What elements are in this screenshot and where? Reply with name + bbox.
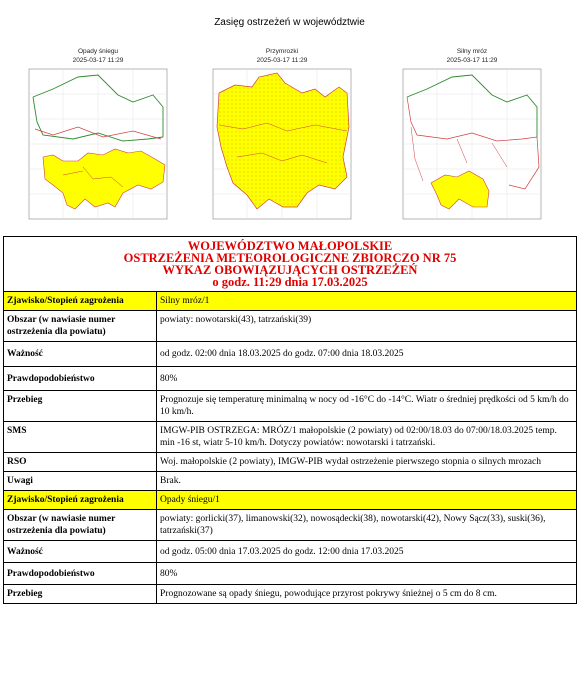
table-row: [4, 342, 577, 367]
table-row: [4, 541, 577, 563]
row-value: od godz. 02:00 dnia 18.03.2025 do godz. 07:00 dnia 18.03.2025: [157, 342, 577, 367]
map-severe-frost: [397, 47, 547, 232]
row-label: Ważność: [4, 342, 157, 367]
row-label: Przebieg: [4, 391, 157, 422]
table-row: [4, 453, 577, 472]
row-label: Prawdopodobieństwo: [4, 563, 157, 585]
table-row: [4, 391, 577, 422]
row-label: Ważność: [4, 541, 157, 563]
row-label: Obszar (w nawiasie numer ostrzeżenia dla powiatu): [4, 510, 157, 541]
map-title: Przymrozki: [265, 48, 299, 55]
table-header: [4, 237, 577, 292]
map-timestamp: 2025-03-17 11:29: [72, 57, 124, 64]
row-label: Uwagi: [4, 472, 157, 491]
table-row: [4, 563, 577, 585]
table-row: [4, 292, 577, 311]
table-row: [4, 367, 577, 391]
row-value: 80%: [157, 367, 577, 391]
issue-time: o godz. 11:29 dnia 17.03.2025: [212, 275, 368, 289]
table-row: [4, 472, 577, 491]
row-value: IMGW-PIB OSTRZEGA: MRÓZ/1 małopolskie (2 powiaty) od 02:00/18.03 do 07:00/18.03.2025 temp. min -16 st, wiatr 5-10 km/h. Dotyczy powiatów: nowotarski i tatrzański.: [157, 422, 577, 453]
map-graphic: [397, 67, 547, 227]
map-title: Silny mróz: [456, 48, 488, 55]
table-row: [4, 422, 577, 453]
row-value: Brak.: [157, 472, 577, 491]
table-row: [4, 585, 577, 604]
row-label: Przebieg: [4, 585, 157, 604]
row-label: Obszar (w nawiasie numer ostrzeżenia dla powiatu): [4, 311, 157, 342]
row-value: powiaty: nowotarski(43), tatrzański(39): [157, 311, 577, 342]
row-label: RSO: [4, 453, 157, 472]
row-value: Prognozowane są opady śniegu, powodujące przyrost pokrywy śnieżnej o 5 cm do 8 cm.: [157, 585, 577, 604]
row-value: 80%: [157, 563, 577, 585]
row-label: Zjawisko/Stopień zagrożenia: [4, 292, 157, 311]
list-title: WYKAZ OBOWIĄZUJĄCYCH OSTRZEŻEŃ: [162, 263, 418, 277]
map-timestamp: 2025-03-17 11:29: [256, 57, 308, 64]
table-row: [4, 491, 577, 510]
map-timestamp: 2025-03-17 11:29: [446, 57, 498, 64]
row-value: Prognozuje się temperaturę minimalną w nocy od -16°C do -14°C. Wiatr o średniej prędkości od 5 km/h do 10 km/h.: [157, 391, 577, 422]
row-value: Woj. małopolskie (2 powiaty), IMGW-PIB wydał ostrzeżenie pierwszego stopnia o silnych mrozach: [157, 453, 577, 472]
page-title: Zasięg ostrzeżeń w województwie: [214, 17, 365, 28]
map-frost: [207, 47, 357, 232]
voivodeship-title: WOJEWÓDZTWO MAŁOPOLSKIE: [187, 239, 393, 253]
table-row: [4, 311, 577, 342]
row-label: Zjawisko/Stopień zagrożenia: [4, 491, 157, 510]
warnings-table: [3, 236, 577, 604]
map-snowfall: [23, 47, 173, 232]
row-value: Silny mróz/1: [157, 292, 577, 311]
row-label: SMS: [4, 422, 157, 453]
row-value: powiaty: gorlicki(37), limanowski(32), nowosądecki(38), nowotarski(42), Nowy Sącz(33), suski(36), tatrzański(37): [157, 510, 577, 541]
map-graphic: [23, 67, 173, 227]
map-graphic: [207, 67, 357, 227]
bulletin-title: OSTRZEŻENIA METEOROLOGICZNE ZBIORCZO NR 75: [123, 251, 457, 265]
row-value: Opady śniegu/1: [157, 491, 577, 510]
row-value: od godz. 05:00 dnia 17.03.2025 do godz. 12:00 dnia 17.03.2025: [157, 541, 577, 563]
map-title: Opady śniegu: [77, 48, 119, 55]
row-label: Prawdopodobieństwo: [4, 367, 157, 391]
table-row: [4, 510, 577, 541]
